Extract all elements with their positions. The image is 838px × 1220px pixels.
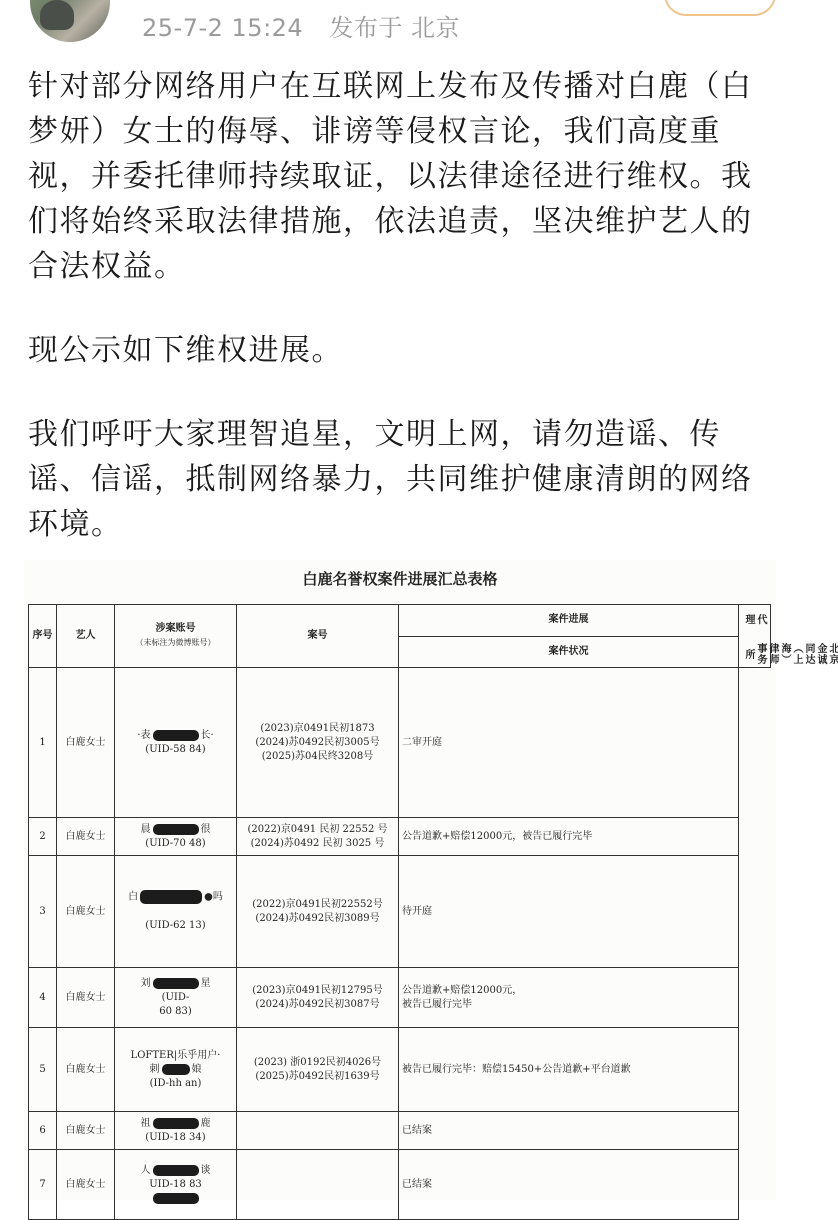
post-paragraph: 针对部分网络用户在互联网上发布及传播对白鹿（白梦妍）女士的侮辱、诽谤等侵权言论，我们高度重视，并委托律师持续取证，以法律途径进行维权。我们将始终采取法律措施，依法追责，坚决维护艺人的合法权益。 xyxy=(28,69,753,284)
account-suffix: 很 xyxy=(200,823,211,835)
agent-column xyxy=(739,605,838,668)
row-no: 7 xyxy=(29,1150,57,1220)
redaction xyxy=(153,978,199,989)
account-uid: (UID- 60 83) xyxy=(159,991,192,1017)
post-body xyxy=(28,64,772,586)
row-artist: 白鹿女士 xyxy=(57,1028,115,1112)
account-uid: (UID-58 84) xyxy=(145,743,206,755)
post-header xyxy=(0,0,800,48)
header-no: 序号 xyxy=(29,605,57,668)
row-case-no xyxy=(237,818,399,856)
account-uid: (UID-70 48) xyxy=(145,837,206,849)
header-progress-sub: 案件状况 xyxy=(399,636,739,668)
row-progress: 二审开庭 xyxy=(399,668,739,818)
row-progress: 已结案 xyxy=(399,1112,739,1150)
case-number: (2022)京0491 民初 22552 号 xyxy=(247,823,388,835)
header-artist: 艺人 xyxy=(57,605,115,668)
case-number: (2023)京0491民初12795号 xyxy=(252,984,383,996)
row-case-no xyxy=(237,968,399,1028)
table-row xyxy=(29,1028,771,1112)
post-location: 发布于 北京 xyxy=(329,14,460,42)
row-artist: 白鹿女士 xyxy=(57,818,115,856)
post-paragraph: 我们呼吁大家理智追星，文明上网，请勿造谣、传谣、信谣，抵制网络暴力，共同维护健康清朗的网络环境。 xyxy=(28,417,753,542)
account-uid: (ID-hh an) xyxy=(149,1077,202,1089)
account-suffix: 长· xyxy=(200,729,214,741)
row-case-no xyxy=(237,856,399,968)
header-account-note: （未标注为微博账号） xyxy=(135,638,216,647)
agent-firm: 北京金诚同达（上海）律师事务所 xyxy=(743,643,838,665)
account-prefix: LOFTER|乐乎用户· 刺 xyxy=(130,1049,221,1075)
account-suffix: 鹿 xyxy=(200,1117,211,1129)
account-prefix: 晨 xyxy=(140,823,151,835)
account-uid: (UID-62 13) xyxy=(145,919,206,931)
account-prefix: 人 xyxy=(140,1164,151,1176)
account-uid: (UID-18 34) xyxy=(145,1131,206,1143)
row-no: 6 xyxy=(29,1112,57,1150)
account-prefix: 祖 xyxy=(140,1117,151,1129)
account-suffix: 娘 xyxy=(191,1063,202,1075)
post-date: 25-7-2 15:24 xyxy=(142,14,304,42)
account-suffix: 谈 xyxy=(200,1164,211,1176)
case-number: (2022)京0491民初22552号 xyxy=(252,898,383,910)
row-case-no xyxy=(237,1028,399,1112)
case-number: (2024)苏0492民初3089号 xyxy=(255,912,380,924)
header-account-label: 涉案账号 xyxy=(155,623,196,634)
account-prefix: ·表 xyxy=(137,729,151,741)
avatar[interactable] xyxy=(30,0,110,42)
doc-title: 白鹿名誉权案件进展汇总表格 xyxy=(302,570,498,588)
account-prefix: 刘 xyxy=(140,977,151,989)
row-no: 2 xyxy=(29,818,57,856)
table-row xyxy=(29,818,771,856)
case-number: (2023)京0491民初1873 xyxy=(260,722,375,734)
row-account xyxy=(115,668,237,818)
account-prefix: 白 xyxy=(128,891,139,903)
row-account xyxy=(115,968,237,1028)
case-summary-image[interactable] xyxy=(24,560,838,1200)
table-row xyxy=(29,856,771,968)
redaction xyxy=(153,1118,199,1129)
row-no: 4 xyxy=(29,968,57,1028)
row-case-no xyxy=(237,1112,399,1150)
case-table xyxy=(28,604,838,1220)
case-number: (2024)苏0492民初3087号 xyxy=(255,998,380,1010)
row-account xyxy=(115,818,237,856)
row-account xyxy=(115,856,237,968)
row-case-no xyxy=(237,1150,399,1220)
account-suffix: 星 xyxy=(200,977,211,989)
row-no: 1 xyxy=(29,668,57,818)
row-progress: 已结案 xyxy=(399,1150,739,1220)
table-row xyxy=(29,1150,771,1220)
header-account xyxy=(115,605,237,668)
row-artist: 白鹿女士 xyxy=(57,1150,115,1220)
header-case-no: 案号 xyxy=(237,605,399,668)
case-number: (2025)苏0492民初1639号 xyxy=(255,1070,380,1082)
row-progress: 待开庭 xyxy=(399,856,739,968)
account-suffix: ●吗 xyxy=(204,891,223,903)
row-artist: 白鹿女士 xyxy=(57,856,115,968)
case-number: (2024)苏0492民初3005号 xyxy=(255,736,380,748)
header-progress: 案件进展 xyxy=(399,605,739,637)
row-account xyxy=(115,1112,237,1150)
row-progress: 公告道歉+赔偿12000元， 被告已履行完毕 xyxy=(399,968,739,1028)
redaction xyxy=(140,890,202,904)
redaction xyxy=(153,1165,199,1176)
post-paragraph: 现公示如下维权进展。 xyxy=(28,333,343,368)
redaction xyxy=(153,1193,199,1204)
row-progress: 被告已履行完毕：赔偿15450+公告道歉+平台道歉 xyxy=(399,1028,739,1112)
header-agent: 代理 xyxy=(743,613,766,625)
redaction xyxy=(162,1064,190,1075)
table-row xyxy=(29,968,771,1028)
case-number: (2025)苏04民终3208号 xyxy=(261,750,374,762)
row-case-no xyxy=(237,668,399,818)
row-account xyxy=(115,1028,237,1112)
post-meta xyxy=(142,8,478,43)
account-uid: UID-18 83 xyxy=(149,1178,202,1190)
row-account xyxy=(115,1150,237,1220)
table-row xyxy=(29,668,771,818)
follow-button[interactable] xyxy=(664,0,776,16)
row-artist: 白鹿女士 xyxy=(57,968,115,1028)
case-number: (2023) 浙0192民初4026号 xyxy=(253,1056,382,1068)
row-no: 5 xyxy=(29,1028,57,1112)
redaction xyxy=(153,824,199,835)
row-artist: 白鹿女士 xyxy=(57,668,115,818)
table-row xyxy=(29,1112,771,1150)
row-no: 3 xyxy=(29,856,57,968)
row-artist: 白鹿女士 xyxy=(57,1112,115,1150)
redaction xyxy=(153,730,199,741)
row-progress: 公告道歉+赔偿12000元，被告已履行完毕 xyxy=(399,818,739,856)
case-number: (2024)苏0492 民初 3025 号 xyxy=(250,837,385,849)
